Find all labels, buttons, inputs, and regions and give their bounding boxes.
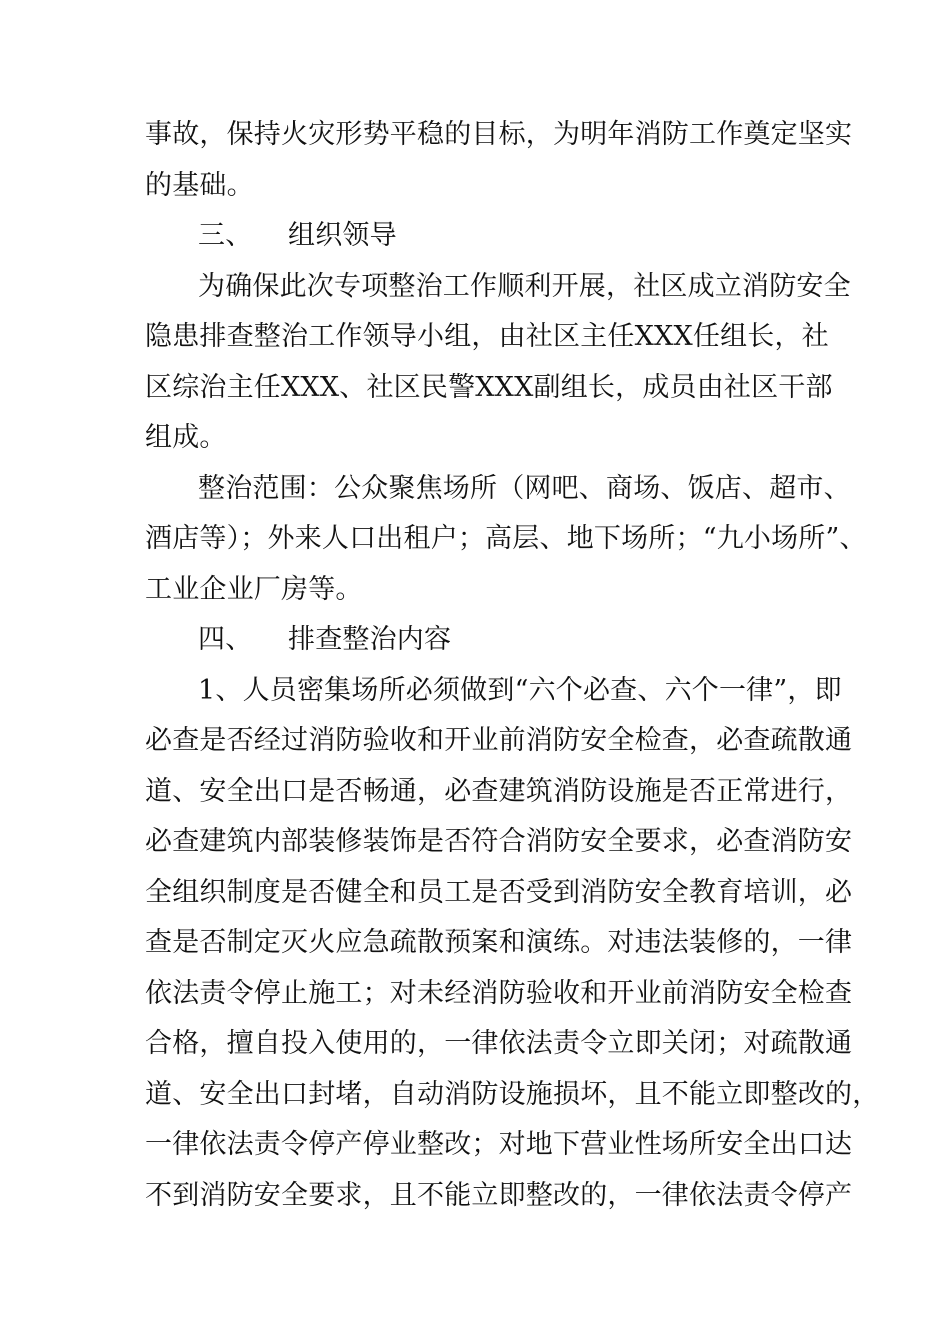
paragraph-line: 整治范围：公众聚焦场所（网吧、商场、饭店、超市、 bbox=[198, 473, 851, 504]
paragraph-line: 隐患排查整治工作领导小组，由社区主任XXX任组长，社 bbox=[145, 321, 829, 352]
paragraph-line: 必查是否经过消防验收和开业前消防安全检查，必查疏散通 bbox=[145, 725, 853, 756]
paragraph-line: 区综治主任XXX、社区民警XXX副组长，成员由社区干部 bbox=[145, 372, 833, 403]
section-heading-4 bbox=[198, 622, 858, 658]
section-heading-3 bbox=[198, 218, 858, 254]
paragraph-line: 事故，保持火灾形势平稳的目标，为明年消防工作奠定坚实 bbox=[145, 119, 853, 150]
paragraph-line: 为确保此次专项整治工作顺利开展，社区成立消防安全 bbox=[198, 271, 851, 302]
paragraph-line: 全组织制度是否健全和员工是否受到消防安全教育培训，必 bbox=[145, 877, 853, 908]
paragraph-line: 的基础。 bbox=[145, 170, 254, 201]
paragraph-line: 酒店等）；外来人口出租户；高层、地下场所；“九小场所”、 bbox=[145, 523, 867, 554]
paragraph-line: 组成。 bbox=[145, 422, 227, 453]
paragraph-line: 工业企业厂房等。 bbox=[145, 574, 363, 605]
heading-number: 四、 bbox=[198, 624, 253, 655]
paragraph-line: 不到消防安全要求，且不能立即整改的，一律依法责令停产 bbox=[145, 1180, 853, 1211]
paragraph-line: 一律依法责令停产停业整改；对地下营业性场所安全出口达 bbox=[145, 1129, 853, 1160]
paragraph-line: 道、安全出口封堵，自动消防设施损坏，且不能立即整改的， bbox=[145, 1079, 880, 1110]
heading-number: 三、 bbox=[198, 220, 253, 251]
paragraph-line: 依法责令停止施工；对未经消防验收和开业前消防安全检查 bbox=[145, 978, 853, 1009]
paragraph-line: 合格，擅自投入使用的，一律依法责令立即关闭；对疏散通 bbox=[145, 1028, 853, 1059]
paragraph-line: 1、人员密集场所必须做到“六个必查、六个一律”，即 bbox=[198, 675, 842, 706]
paragraph-line: 必查建筑内部装修装饰是否符合消防安全要求，必查消防安 bbox=[145, 826, 853, 857]
heading-title: 组织领导 bbox=[288, 220, 397, 251]
heading-title: 排查整治内容 bbox=[288, 624, 452, 655]
paragraph-line: 查是否制定灭火应急疏散预案和演练。对违法装修的，一律 bbox=[145, 927, 853, 958]
paragraph-line: 道、安全出口是否畅通，必查建筑消防设施是否正常进行， bbox=[145, 776, 853, 807]
